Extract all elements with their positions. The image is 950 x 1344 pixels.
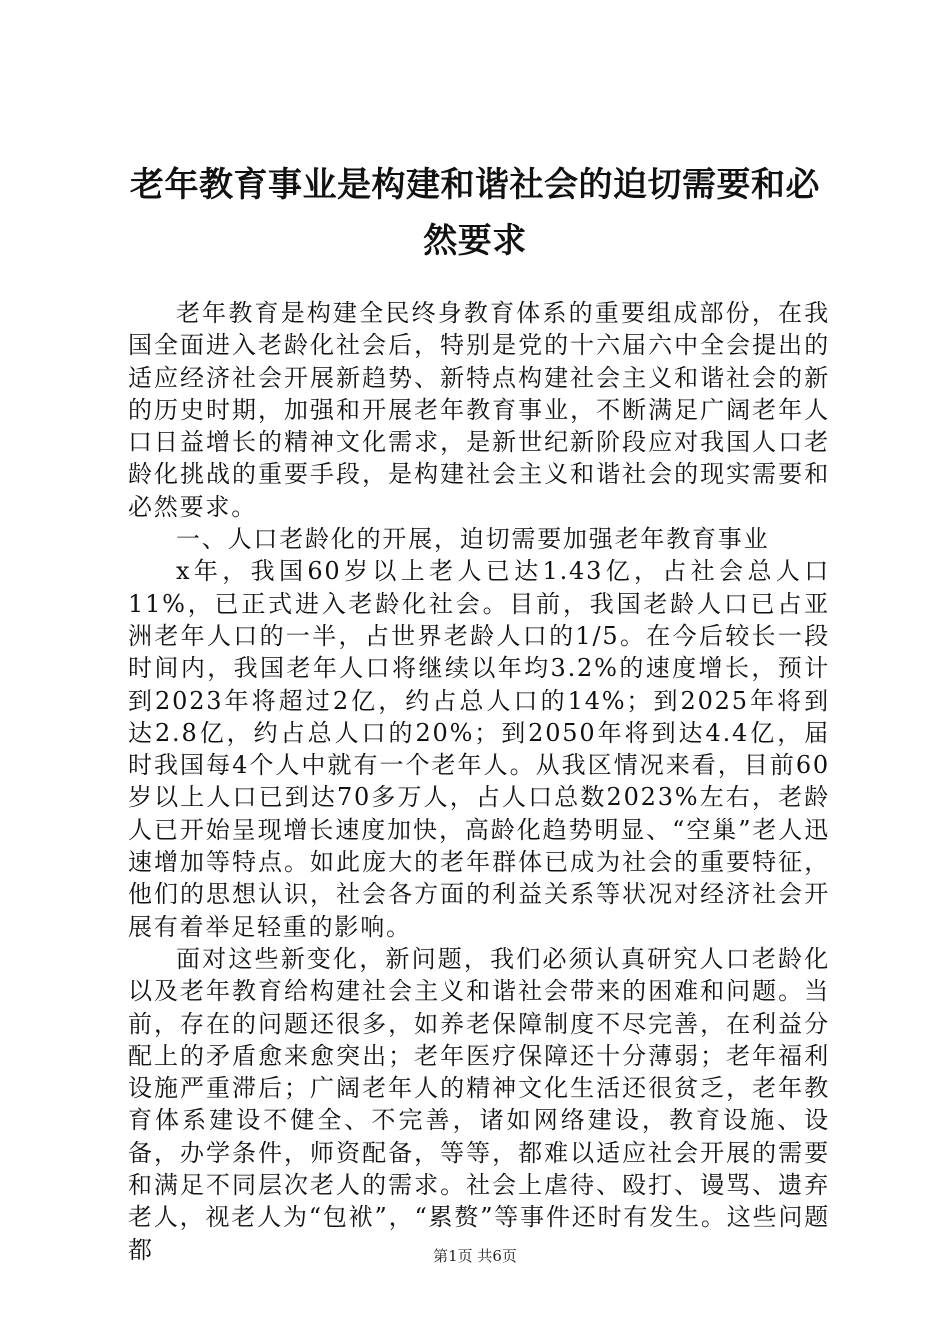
paragraph-problems: 面对这些新变化，新问题，我们必须认真研究人口老龄化以及老年教育给构建社会主义和谐社会带来的困难和问题。当前，存在的问题还很多，如养老保障制度不尽完善，在利益分配上的矛盾愈来愈突出；老年医疗保障还十分薄弱；老年福利设施严重滞后；广阔老年人的精神文化生活还很贫乏，老年教育体系建设不健全、不完善，诸如网络建设，教育设施、设备，办学条件，师资配备，等等，都难以适应社会开展的需要和满足不同层次老人的需求。社会上虐待、殴打、谩骂、遗弃老人，视老人为“包袱”，“累赘”等事件还时有发生。这些问题都 [128, 944, 830, 1264]
title-line-1: 老年教育事业是构建和谐社会的迫切需要和必 [130, 165, 820, 205]
paragraph-intro: 老年教育是构建全民终身教育体系的重要组成部份，在我国全面进入老龄化社会后，特别是党的十六届六中全会提出的适应经济社会开展新趋势、新特点构建社会主义和谐社会的新的历史时期，加强和开展老年教育事业，不断满足广阔老年人口日益增长的精神文化需求，是新世纪新阶段应对我国人口老龄化挑战的重要手段，是构建社会主义和谐社会的现实需要和必然要求。 [128, 299, 830, 521]
title-line-2: 然要求 [423, 221, 527, 261]
page-footer: 第1页 共6页 [433, 1247, 517, 1265]
section-heading-1: 一、人口老龄化的开展，迫切需要加强老年教育事业 [176, 525, 770, 554]
document-title [120, 157, 830, 269]
paragraph-statistics: x年，我国60岁以上老人已达1.43亿，占社会总人口11%，已正式进入老龄化社会。目前，我国老龄人口已占亚洲老年人口的一半，占世界老龄人口的1/5。在今后较长一段时间内，我国老年人口将继续以年均3.2%的速度增长，预计到2023年将超过2亿，约占总人口的14%；到2025年将到达2.8亿，约占总人口的20%；到2050年将到达4.4亿，届时我国每4个人中就有一个老年人。从我区情况来看，目前60岁以上人口已到达70多万人，占人口总数2023%左右，老龄人已开始呈现增长速度加快，高龄化趋势明显、“空巢”老人迅速增加等特点。如此庞大的老年群体已成为社会的重要特征，他们的思想认识，社会各方面的利益关系等状况对经济社会开展有着举足轻重的影响。 [128, 557, 830, 941]
document-body [128, 297, 830, 1266]
